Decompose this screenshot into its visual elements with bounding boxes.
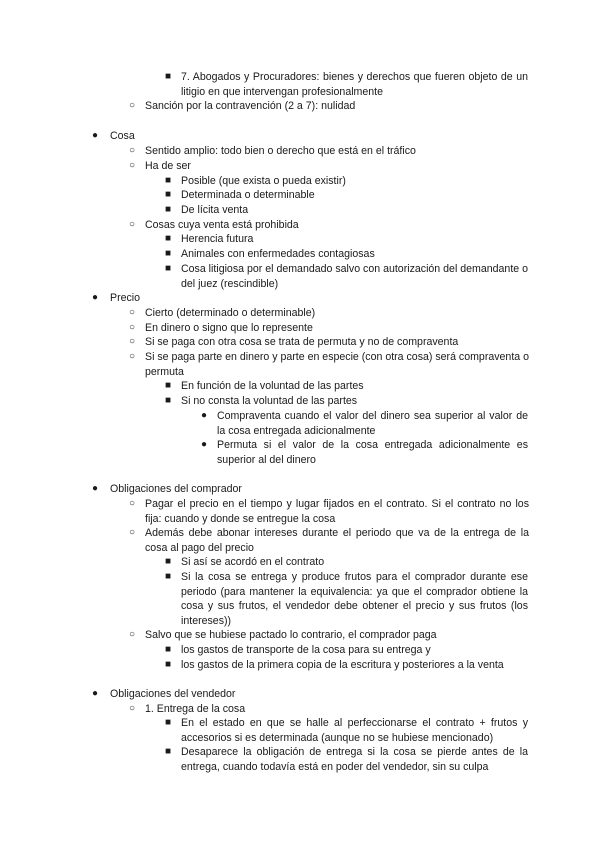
square-bullet: ■ — [165, 717, 172, 728]
list-item — [165, 188, 528, 203]
square-bullet: ■ — [165, 263, 172, 274]
list-item-text: En el estado en que se halle al perfeccionarse el contrato + frutos y accesorios si es determinada (aunque no se hubiese mencionado) — [181, 717, 528, 744]
square-bullet: ■ — [165, 175, 172, 186]
square-bullet: ■ — [165, 644, 172, 655]
list-item — [165, 262, 528, 291]
list-item-text: Si la cosa se entrega y produce frutos para el comprador durante ese periodo (para mantener la equivalencia: ya que el comprador obtiene la cosa y sus frutos, el vendedor debe obtener el precio y sus frutos (los intereses)) — [181, 571, 528, 627]
square-bullet: ■ — [165, 71, 172, 82]
disc-bullet: ● — [92, 292, 99, 303]
list-item — [92, 291, 530, 306]
list-item-text: Determinada o determinable — [181, 189, 315, 201]
circle-bullet: ○ — [129, 629, 136, 640]
list-item — [129, 350, 529, 379]
list-item-text: Si no consta la voluntad de las partes — [181, 395, 358, 407]
list-item — [165, 247, 528, 262]
list-item — [165, 70, 528, 99]
list-item — [92, 129, 530, 144]
circle-bullet: ○ — [129, 351, 136, 362]
square-bullet: ■ — [165, 395, 172, 406]
list-item-text: Sanción por la contravención (2 a 7): nulidad — [145, 100, 356, 112]
square-bullet: ■ — [165, 659, 172, 670]
list-item — [165, 174, 528, 189]
list-item — [165, 394, 528, 409]
list-item — [165, 570, 528, 628]
list-item-text: Posible (que exista o pueda existir) — [181, 175, 346, 187]
list-item — [165, 379, 528, 394]
list-item-text: Precio — [110, 292, 141, 304]
list-item — [165, 232, 528, 247]
circle-bullet: ○ — [129, 703, 136, 714]
list-item — [165, 745, 528, 774]
list-item — [129, 497, 529, 526]
disc-bullet: ● — [92, 483, 99, 494]
list-item-text: Si se paga parte en dinero y parte en especie (con otra cosa) será compraventa o permuta — [145, 351, 529, 378]
list-item-text: Desaparece la obligación de entrega si la cosa se pierde antes de la entrega, cuando todavía está en poder del vendedor, sin su culpa — [181, 746, 528, 773]
list-item-text: Obligaciones del comprador — [110, 483, 242, 495]
list-item — [165, 555, 528, 570]
list-item-text: De lícita venta — [181, 204, 249, 216]
list-item — [129, 526, 529, 555]
list-item-text: Cosa litigiosa por el demandado salvo con autorización del demandante o del juez (rescindible) — [181, 263, 528, 290]
circle-bullet: ○ — [129, 145, 136, 156]
list-item — [129, 702, 529, 717]
circle-bullet: ○ — [129, 100, 136, 111]
list-item-text: En dinero o signo que lo represente — [145, 322, 313, 334]
list-item-text: Permuta si el valor de la cosa entregada adicionalmente es superior al del dinero — [217, 439, 528, 466]
disc-bullet: ● — [92, 130, 99, 141]
list-item-text: Cosas cuya venta está prohibida — [145, 219, 299, 231]
list-item-text: Si se paga con otra cosa se trata de permuta y no de compraventa — [145, 336, 459, 348]
list-item-text: 7. Abogados y Procuradores: bienes y derechos que fueren objeto de un litigio en que intervengan profesionalmente — [181, 71, 528, 98]
square-bullet: ■ — [165, 556, 172, 567]
square-bullet: ■ — [165, 571, 172, 582]
square-bullet: ■ — [165, 746, 172, 757]
list-item — [129, 628, 529, 643]
list-item-text: los gastos de transporte de la cosa para su entrega y — [181, 644, 431, 656]
list-item — [129, 144, 529, 159]
circle-bullet: ○ — [129, 160, 136, 171]
circle-bullet: ○ — [129, 336, 136, 347]
list-item — [129, 218, 529, 233]
list-item — [129, 99, 529, 114]
list-item — [165, 658, 528, 673]
square-bullet: ■ — [165, 233, 172, 244]
list-item-text: 1. Entrega de la cosa — [145, 703, 246, 715]
list-item-text: Obligaciones del vendedor — [110, 688, 236, 700]
list-item — [129, 335, 529, 350]
list-item — [201, 438, 528, 467]
list-item-text: Además debe abonar intereses durante el periodo que va de la entrega de la cosa al pago del precio — [145, 527, 529, 554]
circle-bullet: ○ — [129, 219, 136, 230]
list-item-text: Sentido amplio: todo bien o derecho que está en el tráfico — [145, 145, 416, 157]
list-item-text: los gastos de la primera copia de la escritura y posteriores a la venta — [181, 659, 504, 671]
list-item-text: Salvo que se hubiese pactado lo contrario, el comprador paga — [145, 629, 437, 641]
circle-bullet: ○ — [129, 498, 136, 509]
circle-bullet: ○ — [129, 527, 136, 538]
list-item — [129, 159, 529, 174]
circle-bullet: ○ — [129, 322, 136, 333]
list-item-text: Herencia futura — [181, 233, 254, 245]
list-item-text: Ha de ser — [145, 160, 191, 172]
list-item-text: Si así se acordó en el contrato — [181, 556, 325, 568]
list-item-text: Pagar el precio en el tiempo y lugar fijados en el contrato. Si el contrato no los fija: cuando y donde se entregue la cosa — [145, 498, 529, 525]
disc-bullet: ● — [201, 410, 208, 421]
square-bullet: ■ — [165, 380, 172, 391]
list-item — [92, 482, 530, 497]
list-item-text: Cierto (determinado o determinable) — [145, 307, 316, 319]
list-item — [165, 716, 528, 745]
square-bullet: ■ — [165, 189, 172, 200]
list-item — [165, 643, 528, 658]
list-item-text: Cosa — [110, 130, 135, 142]
list-item — [129, 321, 529, 336]
list-item-text: Compraventa cuando el valor del dinero sea superior al valor de la cosa entregada adicionalmente — [217, 410, 528, 437]
list-item — [165, 203, 528, 218]
circle-bullet: ○ — [129, 307, 136, 318]
list-item-text: En función de la voluntad de las partes — [181, 380, 364, 392]
disc-bullet: ● — [201, 439, 208, 450]
disc-bullet: ● — [92, 688, 99, 699]
list-item — [129, 306, 529, 321]
list-item-text: Animales con enfermedades contagiosas — [181, 248, 375, 260]
list-item — [201, 409, 528, 438]
square-bullet: ■ — [165, 204, 172, 215]
square-bullet: ■ — [165, 248, 172, 259]
list-item — [92, 687, 530, 702]
